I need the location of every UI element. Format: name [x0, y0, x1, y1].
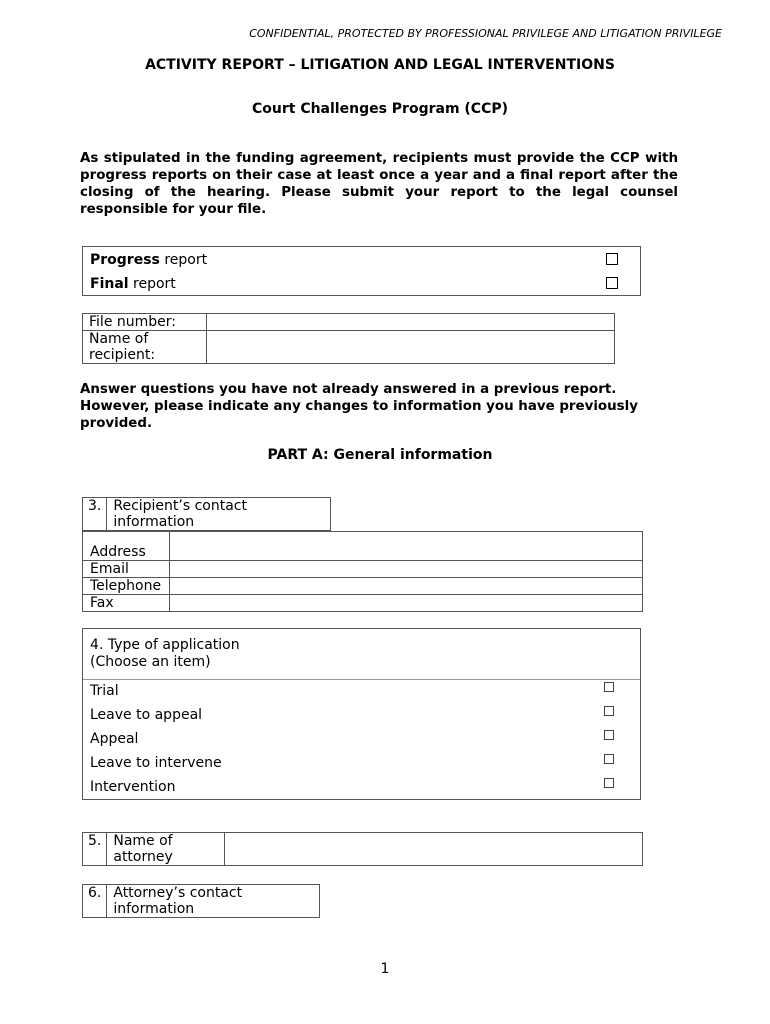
option-appeal-checkbox[interactable] — [604, 730, 614, 740]
option-trial-label: Trial — [90, 683, 119, 699]
application-type-header — [83, 629, 640, 680]
option-leave-to-appeal-checkbox[interactable] — [604, 706, 614, 716]
document-title: ACTIVITY REPORT – LITIGATION AND LEGAL INTERVENTIONS — [145, 57, 615, 73]
option-appeal-label: Appeal — [90, 731, 139, 747]
q5-number: 5. — [83, 833, 107, 866]
part-a-heading: PART A: General information — [267, 447, 493, 463]
report-type-box — [82, 246, 641, 296]
instructions-note: Answer questions you have not already answered in a previous report. However, please indicate any changes to information you have previously provided. — [80, 382, 638, 431]
q3-number: 3. — [83, 498, 107, 531]
file-info-table — [82, 313, 615, 364]
q6-number: 6. — [83, 885, 107, 918]
confidentiality-notice: CONFIDENTIAL, PROTECTED BY PROFESSIONAL PRIVILEGE AND LITIGATION PRIVILEGE — [249, 27, 722, 40]
address-label: Address — [83, 532, 170, 561]
application-type-heading: 4. Type of application — [90, 637, 240, 653]
option-leave-to-intervene-checkbox[interactable] — [604, 754, 614, 764]
page-number: 1 — [380, 961, 390, 977]
option-leave-to-intervene-label: Leave to intervene — [90, 755, 222, 771]
email-label: Email — [83, 561, 170, 578]
q5-attorney-table — [82, 832, 643, 866]
file-number-field[interactable] — [207, 314, 615, 331]
q6-label: Attorney’s contact information — [107, 885, 320, 918]
recipient-name-field[interactable] — [207, 331, 615, 364]
fax-label: Fax — [83, 595, 170, 612]
email-field[interactable] — [170, 561, 643, 578]
recipient-contact-table — [82, 531, 643, 612]
q3-header — [82, 497, 331, 531]
option-intervention-checkbox[interactable] — [604, 778, 614, 788]
recipient-name-label: Name of recipient: — [83, 331, 207, 364]
option-trial-checkbox[interactable] — [604, 682, 614, 692]
q3-label: Recipient’s contact information — [107, 498, 331, 531]
program-subtitle: Court Challenges Program (CCP) — [251, 101, 509, 117]
final-report-checkbox[interactable] — [606, 277, 618, 289]
progress-report-checkbox[interactable] — [606, 253, 618, 265]
intro-paragraph: As stipulated in the funding agreement, recipients must provide the CCP with progress reports on their case at least once a year and a final report after the closing of the hearing. Please submit your report to the legal counsel responsible for your file. — [80, 151, 678, 217]
file-number-label: File number: — [83, 314, 207, 331]
option-intervention-label: Intervention — [90, 779, 176, 795]
attorney-name-field[interactable] — [225, 833, 643, 866]
progress-report-label: Progress report — [90, 252, 208, 268]
fax-field[interactable] — [170, 595, 643, 612]
option-leave-to-appeal-label: Leave to appeal — [90, 707, 203, 723]
application-type-box — [82, 628, 641, 800]
address-field[interactable] — [170, 532, 643, 561]
q6-header — [82, 884, 320, 918]
application-type-hint: (Choose an item) — [90, 654, 211, 670]
final-report-label: Final report — [90, 276, 176, 292]
telephone-field[interactable] — [170, 578, 643, 595]
q5-label: Name of attorney — [107, 833, 225, 866]
telephone-label: Telephone — [83, 578, 170, 595]
